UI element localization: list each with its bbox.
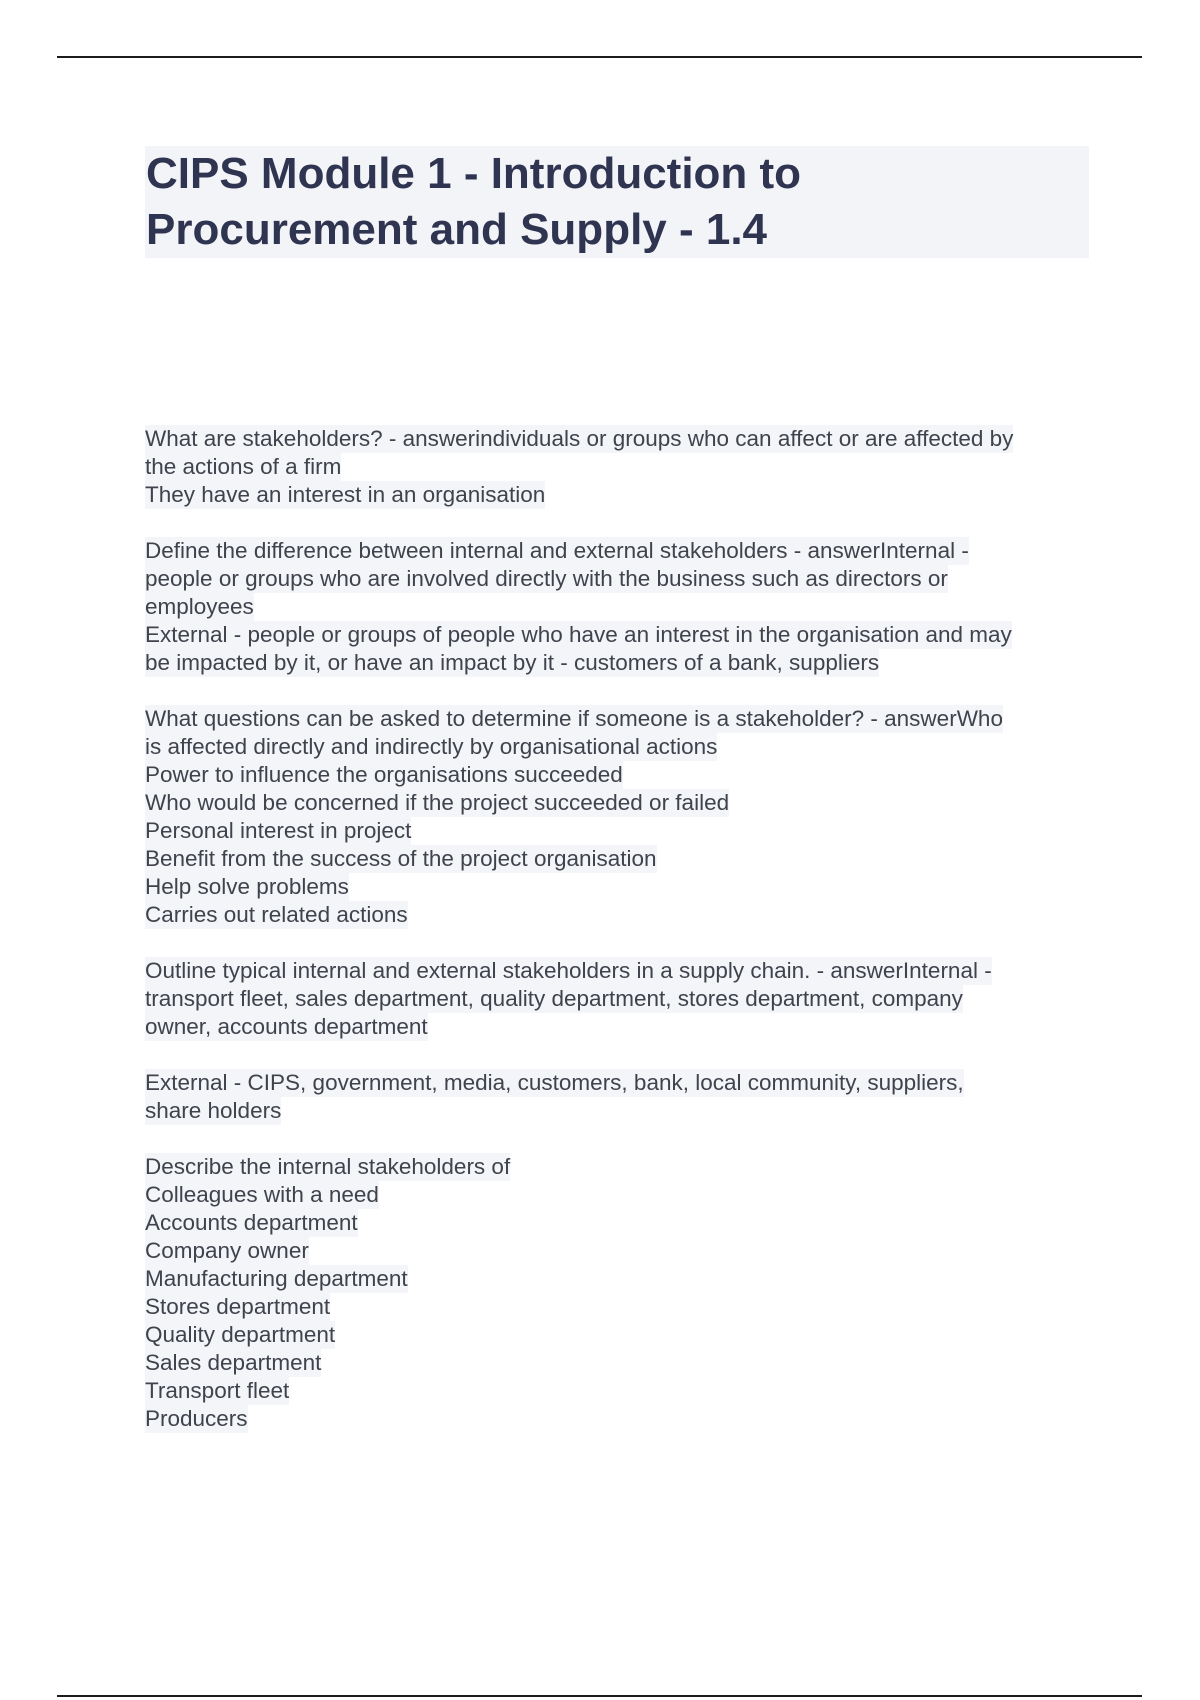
text-line: the actions of a firm xyxy=(145,454,342,479)
bottom-rule xyxy=(57,1695,1142,1697)
text-line: people or groups who are involved directly with the business such as directors or xyxy=(145,566,948,591)
text-line: Sales department xyxy=(145,1350,322,1375)
text-line: Manufacturing department xyxy=(145,1266,408,1291)
text-line: Power to influence the organisations succeeded xyxy=(145,762,623,787)
qa-item-internal-vs-external xyxy=(145,537,1095,677)
title-line: CIPS Module 1 - Introduction to xyxy=(146,149,802,198)
text-line: Stores department xyxy=(145,1294,331,1319)
text-line: Who would be concerned if the project succeeded or failed xyxy=(145,790,730,815)
qa-item-external-stakeholders xyxy=(145,1069,1095,1125)
text-line: employees xyxy=(145,594,254,619)
text-line: is affected directly and indirectly by organisational actions xyxy=(145,734,718,759)
text-line: transport fleet, sales department, quality department, stores department, company xyxy=(145,986,963,1011)
text-line: External - people or groups of people who have an interest in the organisation and may xyxy=(145,622,1012,647)
text-line: owner, accounts department xyxy=(145,1014,428,1039)
qa-item-stakeholder-questions xyxy=(145,705,1095,929)
text-line: Carries out related actions xyxy=(145,902,408,927)
qa-item-supply-chain-stakeholders xyxy=(145,957,1095,1041)
text-line: Benefit from the success of the project organisation xyxy=(145,846,657,871)
top-rule xyxy=(57,56,1142,58)
text-line: Outline typical internal and external stakeholders in a supply chain. - answerInternal - xyxy=(145,958,992,983)
text-line: What are stakeholders? - answerindividuals or groups who can affect or are affected by xyxy=(145,426,1014,451)
text-line: Describe the internal stakeholders of xyxy=(145,1154,511,1179)
text-line: Define the difference between internal and external stakeholders - answerInternal - xyxy=(145,538,969,563)
text-line: Producers xyxy=(145,1406,248,1431)
text-line: Personal interest in project xyxy=(145,818,412,843)
qa-item-stakeholders xyxy=(145,425,1095,509)
text-line: What questions can be asked to determine if someone is a stakeholder? - answerWho xyxy=(145,706,1003,731)
text-line: Colleagues with a need xyxy=(145,1182,379,1207)
text-line: be impacted by it, or have an impact by it - customers of a bank, suppliers xyxy=(145,650,880,675)
document-title xyxy=(145,146,1089,258)
text-line: Quality department xyxy=(145,1322,336,1347)
title-line: Procurement and Supply - 1.4 xyxy=(146,205,768,254)
text-line: External - CIPS, government, media, customers, bank, local community, suppliers, xyxy=(145,1070,964,1095)
text-line: Company owner xyxy=(145,1238,309,1263)
text-line: Help solve problems xyxy=(145,874,349,899)
text-line: Transport fleet xyxy=(145,1378,290,1403)
document-body xyxy=(145,425,1095,1461)
qa-item-internal-stakeholders-list xyxy=(145,1153,1095,1433)
text-line: share holders xyxy=(145,1098,282,1123)
text-line: They have an interest in an organisation xyxy=(145,482,546,507)
text-line: Accounts department xyxy=(145,1210,358,1235)
